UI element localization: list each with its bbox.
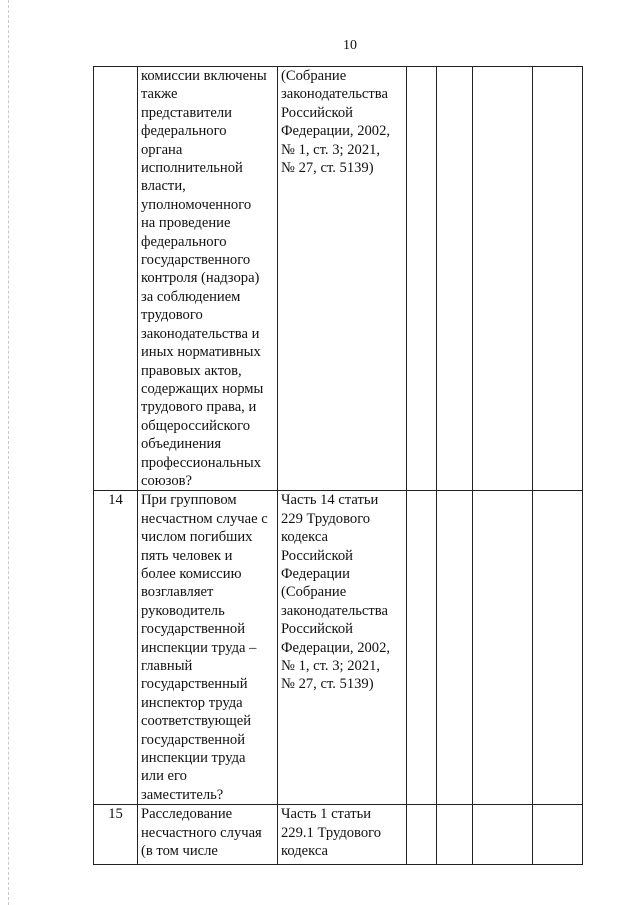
not-applicable-cell xyxy=(473,805,533,865)
question-text: Расследование несчастного случая (в том числе xyxy=(141,806,262,860)
question-cell xyxy=(138,67,278,491)
question-text: При групповом несчастном случае с числом погибших пять человек и более комиссию возглавляет руководитель государственной инспекции труда – главный государственный инспектор труда соответствующей государственной инспекции труда или его заместитель? xyxy=(141,492,268,803)
reference-text: Часть 1 статьи 229.1 Трудового кодекса xyxy=(281,806,382,860)
checklist-table xyxy=(93,66,583,865)
table-row xyxy=(94,805,583,865)
question-cell xyxy=(138,491,278,805)
answer-no-cell xyxy=(437,67,473,491)
answer-yes-cell xyxy=(407,67,437,491)
note-cell xyxy=(533,67,583,491)
row-number: 15 xyxy=(94,805,138,865)
answer-no-cell xyxy=(437,805,473,865)
not-applicable-cell xyxy=(473,491,533,805)
answer-yes-cell xyxy=(407,491,437,805)
reference-text: (Собрание законодательства Российской Федерации, 2002, № 1, ст. 3; 2021, № 27, ст. 5139) xyxy=(281,68,391,177)
answer-yes-cell xyxy=(407,805,437,865)
page-number: 10 xyxy=(343,38,357,53)
table-row xyxy=(94,67,583,491)
page-edge-line xyxy=(8,0,9,905)
not-applicable-cell xyxy=(473,67,533,491)
reference-cell xyxy=(278,67,407,491)
question-cell xyxy=(138,805,278,865)
table-row xyxy=(94,491,583,805)
reference-text: Часть 14 статьи 229 Трудового кодекса Российской Федерации (Собрание законодательства Российской Федерации, 2002, № 1, ст. 3; 2021, № 27, ст. 5139) xyxy=(281,492,391,693)
note-cell xyxy=(533,805,583,865)
note-cell xyxy=(533,491,583,805)
answer-no-cell xyxy=(437,491,473,805)
row-number xyxy=(94,67,138,491)
question-text: комиссии включены также представители федерального органа исполнительной власти, уполномоченного на проведение федерального государственного контроля (надзора) за соблюдением трудового законодательства и иных нормативных правовых актов, содержащих нормы трудового права, и общероссийского объединения профессиональных союзов? xyxy=(141,68,267,489)
reference-cell xyxy=(278,805,407,865)
reference-cell xyxy=(278,491,407,805)
row-number: 14 xyxy=(94,491,138,805)
